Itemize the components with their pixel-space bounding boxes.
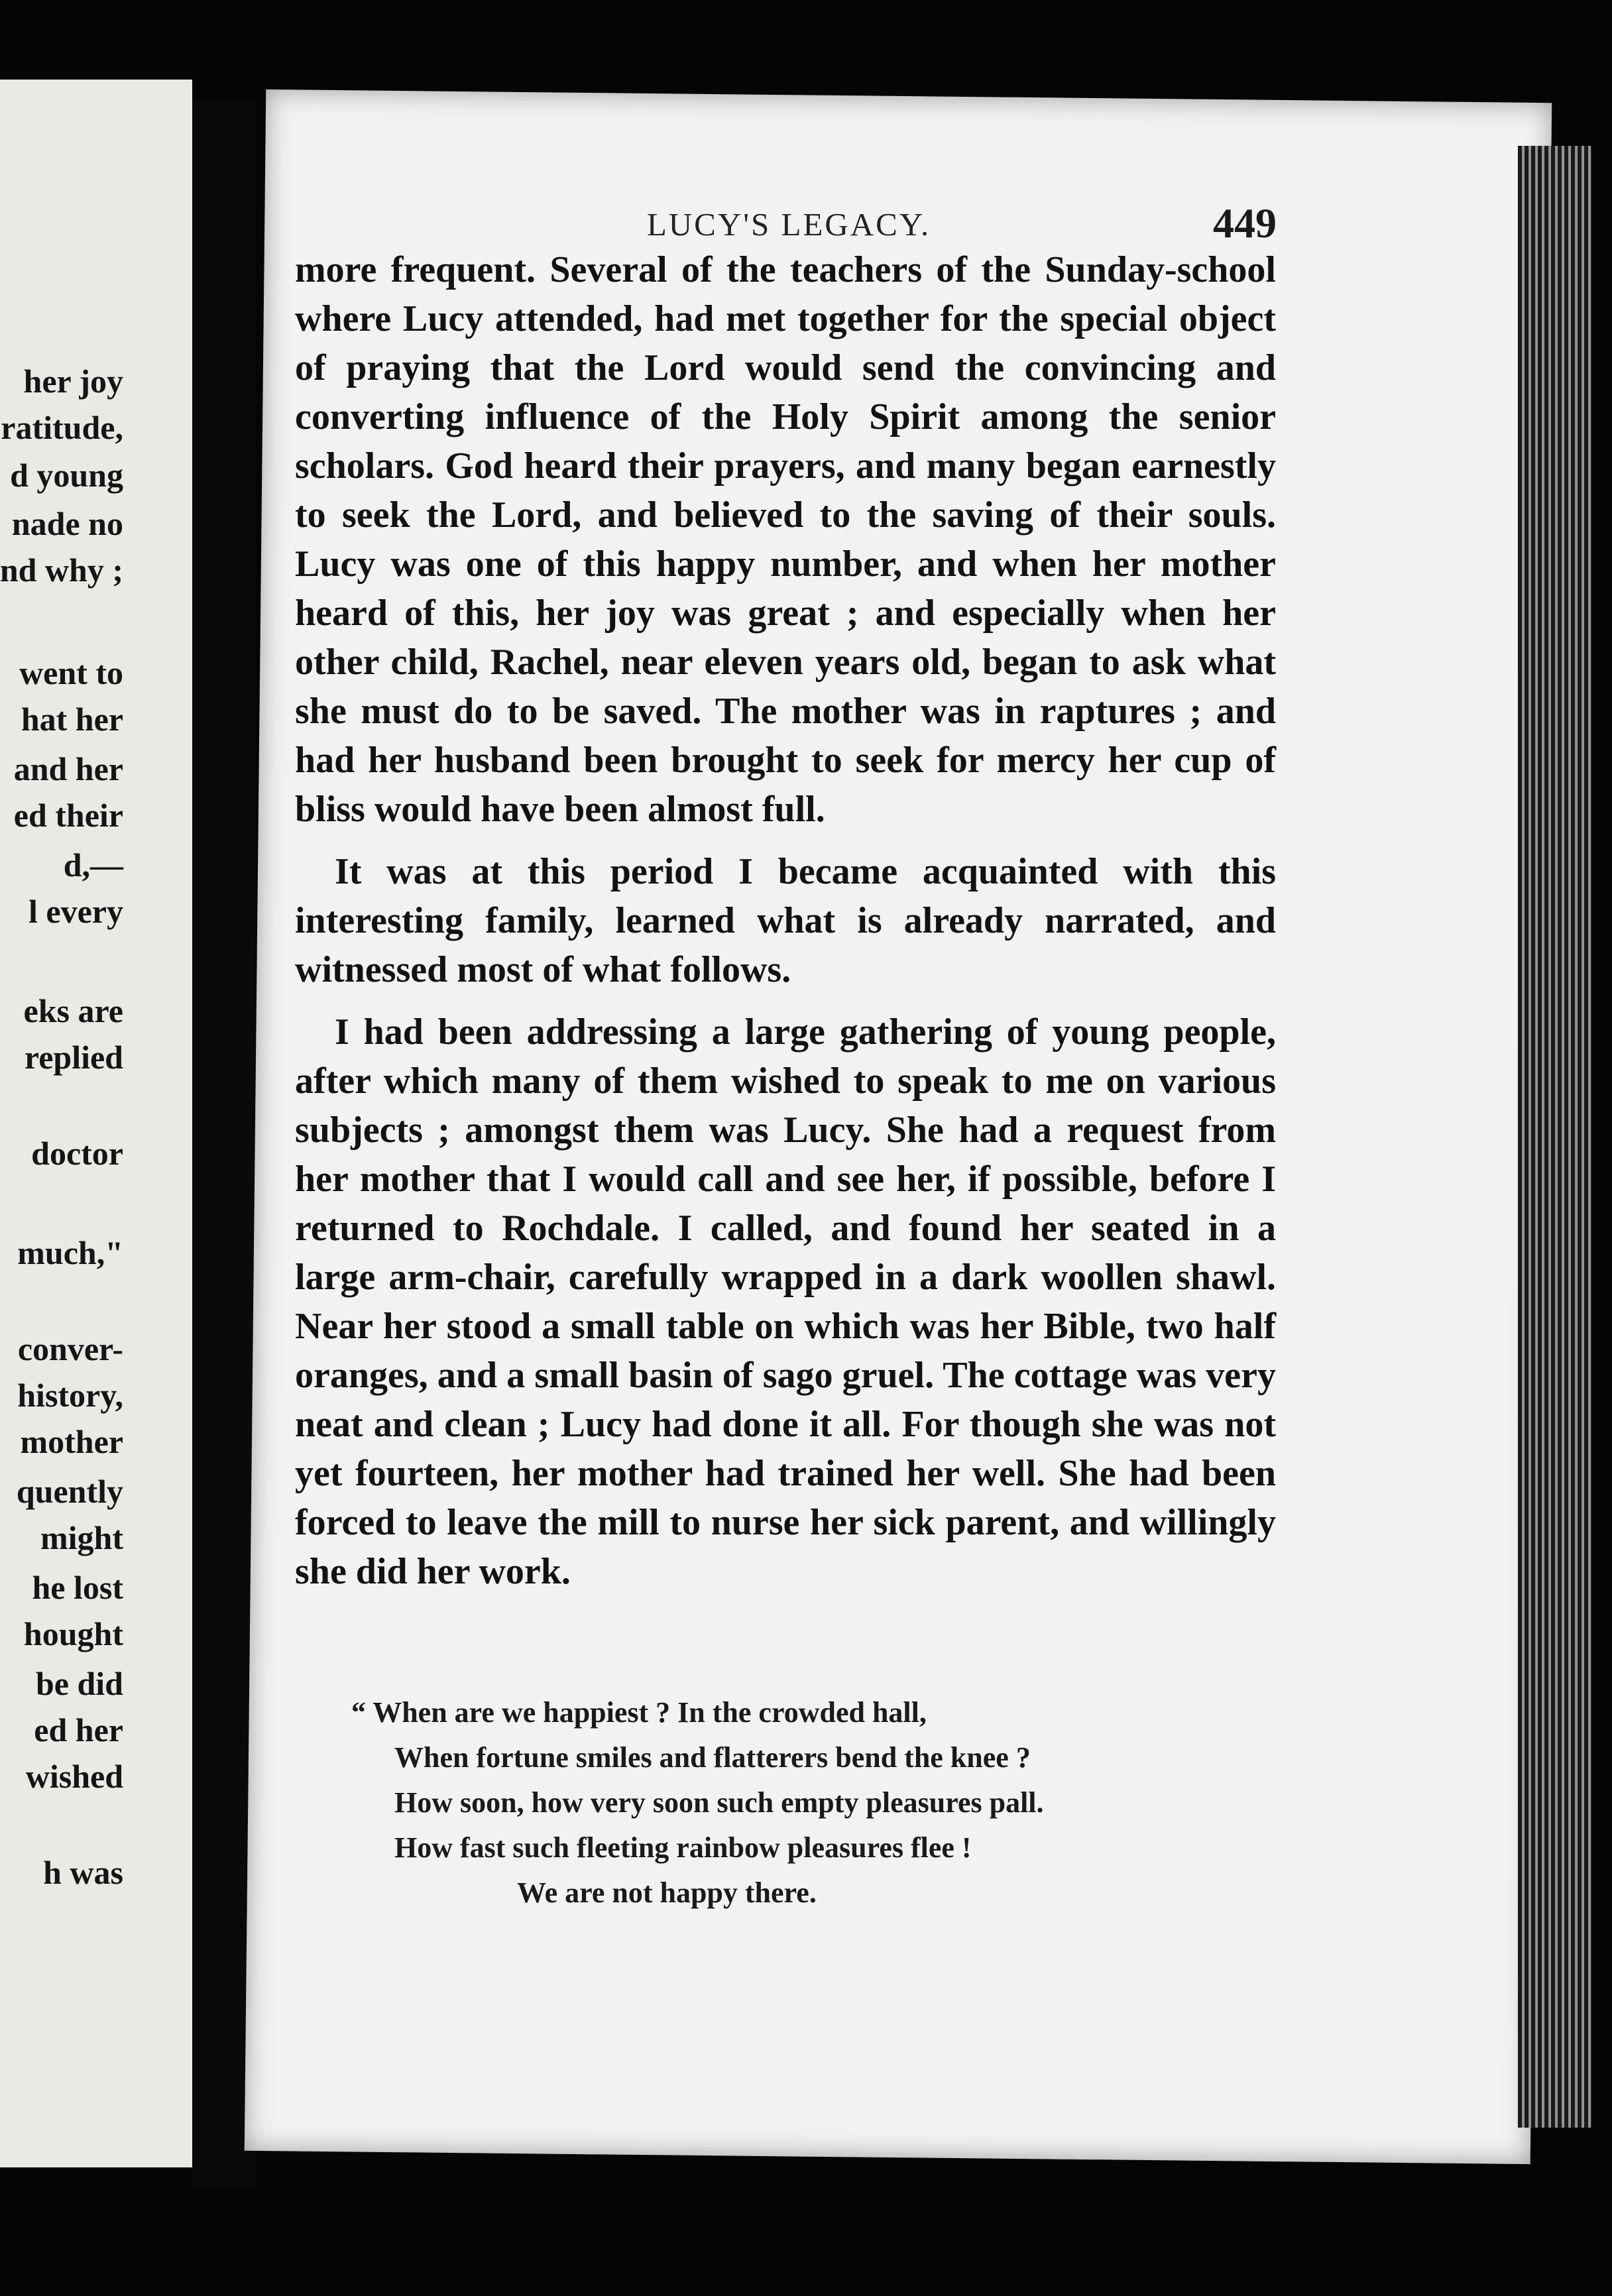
book-gutter xyxy=(192,99,255,2187)
left-text-line: l every xyxy=(29,893,123,930)
left-text-line: went to xyxy=(19,654,123,691)
left-text-line: her joy xyxy=(23,363,123,400)
left-text-line: doctor xyxy=(31,1135,123,1172)
left-text-line: history, xyxy=(17,1377,123,1414)
left-text-line: eks are xyxy=(23,992,123,1029)
left-text-line: hat her xyxy=(21,701,123,738)
left-text-line: and her xyxy=(13,750,123,787)
poem-line: We are not happy there. xyxy=(517,1876,817,1909)
poem-line: How soon, how very soon such empty pleasures pall. xyxy=(394,1786,1044,1819)
left-text-line: ratitude, xyxy=(1,409,123,446)
left-text-line: replied xyxy=(24,1039,123,1076)
running-head: LUCY'S LEGACY. xyxy=(646,206,931,243)
left-text-line: much," xyxy=(17,1234,123,1271)
left-text-line: mother xyxy=(20,1423,123,1460)
left-text-line: nade no xyxy=(11,505,123,542)
left-text-line: h was xyxy=(43,1854,123,1891)
left-text-line: nd why ; xyxy=(0,551,123,589)
previous-page-fragment xyxy=(0,80,192,2167)
page-number: 449 xyxy=(1213,200,1277,247)
page-edges xyxy=(1518,146,1592,2128)
left-text-line: he lost xyxy=(32,1569,123,1606)
left-text-line: wished xyxy=(25,1758,123,1795)
left-text-line: might xyxy=(40,1519,123,1556)
paragraph: I had been addressing a large gathering of young people, after which many of them wished to speak to me on various subjects ; amongst them was Lucy. She had a request from her mother that I would call and see her, if possible, before I returned to Rochdale. I called, and found her seated in a large arm-chair, carefully wrapped in a dark woollen shawl. Near her stood a small table on which was her Bible, two half oranges, and a small basin of sago gruel. The cottage was very neat and clean ; Lucy had done it all. For though she was not yet fourteen, her mother had trained her well. She had been forced to leave the mill to nurse her sick parent, and willingly she did her work. xyxy=(295,1011,1276,1592)
poem-line: When fortune smiles and flatterers bend the knee ? xyxy=(394,1741,1031,1774)
left-text-line: hought xyxy=(23,1615,123,1652)
left-text-line: d,— xyxy=(63,846,123,884)
left-text-line: d young xyxy=(10,457,123,494)
left-text-line: ed her xyxy=(34,1711,123,1749)
left-text-line: ed their xyxy=(13,797,123,834)
body-text xyxy=(295,245,1276,1596)
left-text-line: be did xyxy=(35,1665,123,1702)
paragraph: more frequent. Several of the teachers of the Sunday-school where Lucy attended, had met together for the special object of praying that the Lord would send the convincing and converting influence of the Holy Spirit among the senior scholars. God heard their prayers, and many began earnestly to seek the Lord, and believed to the saving of their souls. Lucy was one of this happy number, and when her mother heard of this, her joy was great ; and especially when her other child, Rachel, near eleven years old, began to ask what she must do to be saved. The mother was in raptures ; and had her husband been brought to seek for mercy her cup of bliss would have been almost full. xyxy=(295,249,1276,830)
left-text-line: quently xyxy=(16,1473,123,1510)
poem-line: “ When are we happiest ? In the crowded hall, xyxy=(351,1696,927,1729)
left-text-line: conver- xyxy=(17,1330,123,1367)
paragraph: It was at this period I became acquainted with this interesting family, learned what is already narrated, and witnessed most of what follows. xyxy=(295,851,1276,990)
poem xyxy=(351,1690,1213,1916)
poem-line: How fast such fleeting rainbow pleasures flee ! xyxy=(394,1831,972,1864)
